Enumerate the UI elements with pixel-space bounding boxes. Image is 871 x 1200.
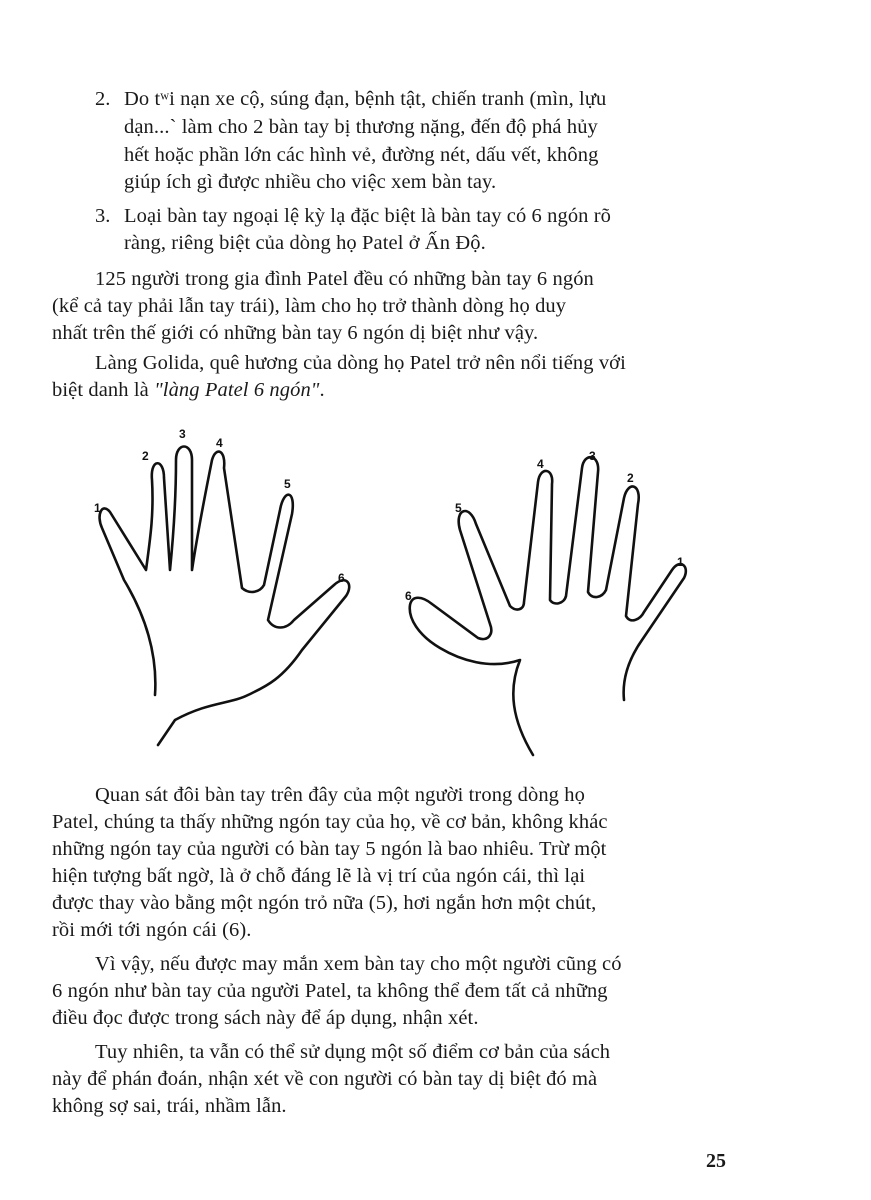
right-finger-label-3: 3 [589,449,596,463]
paragraph-2-line-2 [52,379,325,402]
paragraph-3-line-5: được thay vào bằng một ngón trỏ nữa (5), hơi ngắn hơn một chút, [52,892,597,914]
list-item-2-line-3: hết hoặc phần lớn các hình vẻ, đường nét, dấu vết, không [124,144,599,166]
left-hand-outline [100,447,350,746]
list-item-2-line-2: dạn...` làm cho 2 bàn tay bị thương nặng, đến độ phá hủy [124,116,598,138]
paragraph-1-line-1: 125 người trong gia đình Patel đều có những bàn tay 6 ngón [95,268,594,290]
paragraph-2-prefix: biệt danh là [52,379,155,401]
list-item-2-line-4: giúp ích gì được nhiều cho việc xem bàn tay. [124,171,497,193]
paragraph-3-line-1: Quan sát đôi bàn tay trên đây của một người trong dòng họ [95,784,585,806]
right-finger-label-2: 2 [627,471,634,485]
right-finger-label-4: 4 [537,457,544,471]
paragraph-3-line-6: rồi mới tới ngón cái (6). [52,919,252,941]
paragraph-1-line-2: (kể cả tay phải lẫn tay trái), làm cho họ trở thành dòng họ duy [52,295,567,317]
paragraph-5-line-3: không sợ sai, trái, nhầm lẫn. [52,1095,287,1117]
right-hand-outline [410,457,686,755]
list-number-3: 3. [95,205,111,227]
paragraph-4-line-3: điều đọc được trong sách này để áp dụng, nhận xét. [52,1007,479,1029]
left-finger-label-2: 2 [142,449,149,463]
six-finger-hands-drawing [80,420,730,770]
right-finger-label-1: 1 [677,555,684,569]
list-item-2-line-1: Do tʷi nạn xe cộ, súng đạn, bệnh tật, chiến tranh (mìn, lựu [124,88,607,110]
village-nickname: "làng Patel 6 ngón" [154,379,320,401]
left-finger-label-4: 4 [216,436,223,450]
paragraph-3-line-3: những ngón tay của người có bàn tay 5 ngón là bao nhiêu. Trừ một [52,838,607,860]
paragraph-2-line-1: Làng Golida, quê hương của dòng họ Patel trở nên nổi tiếng với [95,352,626,374]
paragraph-3-line-4: hiện tượng bất ngờ, là ở chỗ đáng lẽ là vị trí của ngón cái, thì lại [52,865,586,887]
left-finger-label-3: 3 [179,427,186,441]
paragraph-3-line-2: Patel, chúng ta thấy những ngón tay của họ, về cơ bản, không khác [52,811,608,833]
left-finger-label-6: 6 [338,571,345,585]
list-number-2: 2. [95,88,111,110]
list-item-3-line-2: ràng, riêng biệt của dòng họ Patel ở Ấn Độ. [124,232,486,254]
paragraph-2-suffix: . [319,379,325,401]
left-finger-label-5: 5 [284,477,291,491]
hands-figure [80,420,730,770]
right-finger-label-5: 5 [455,501,462,515]
paragraph-1-line-3: nhất trên thế giới có những bàn tay 6 ngón dị biệt như vậy. [52,322,539,344]
paragraph-5-line-1: Tuy nhiên, ta vẫn có thể sử dụng một số điểm cơ bản của sách [95,1041,611,1063]
paragraph-4-line-1: Vì vậy, nếu được may mắn xem bàn tay cho một người cũng có [95,953,622,975]
page-number: 25 [706,1150,726,1172]
right-finger-label-6: 6 [405,589,412,603]
paragraph-5-line-2: này để phán đoán, nhận xét về con người có bàn tay dị biệt đó mà [52,1068,598,1090]
list-item-3-line-1: Loại bàn tay ngoại lệ kỳ lạ đặc biệt là bàn tay có 6 ngón rõ [124,205,612,227]
paragraph-4-line-2: 6 ngón như bàn tay của người Patel, ta không thể đem tất cả những [52,980,608,1002]
left-finger-label-1: 1 [94,501,101,515]
